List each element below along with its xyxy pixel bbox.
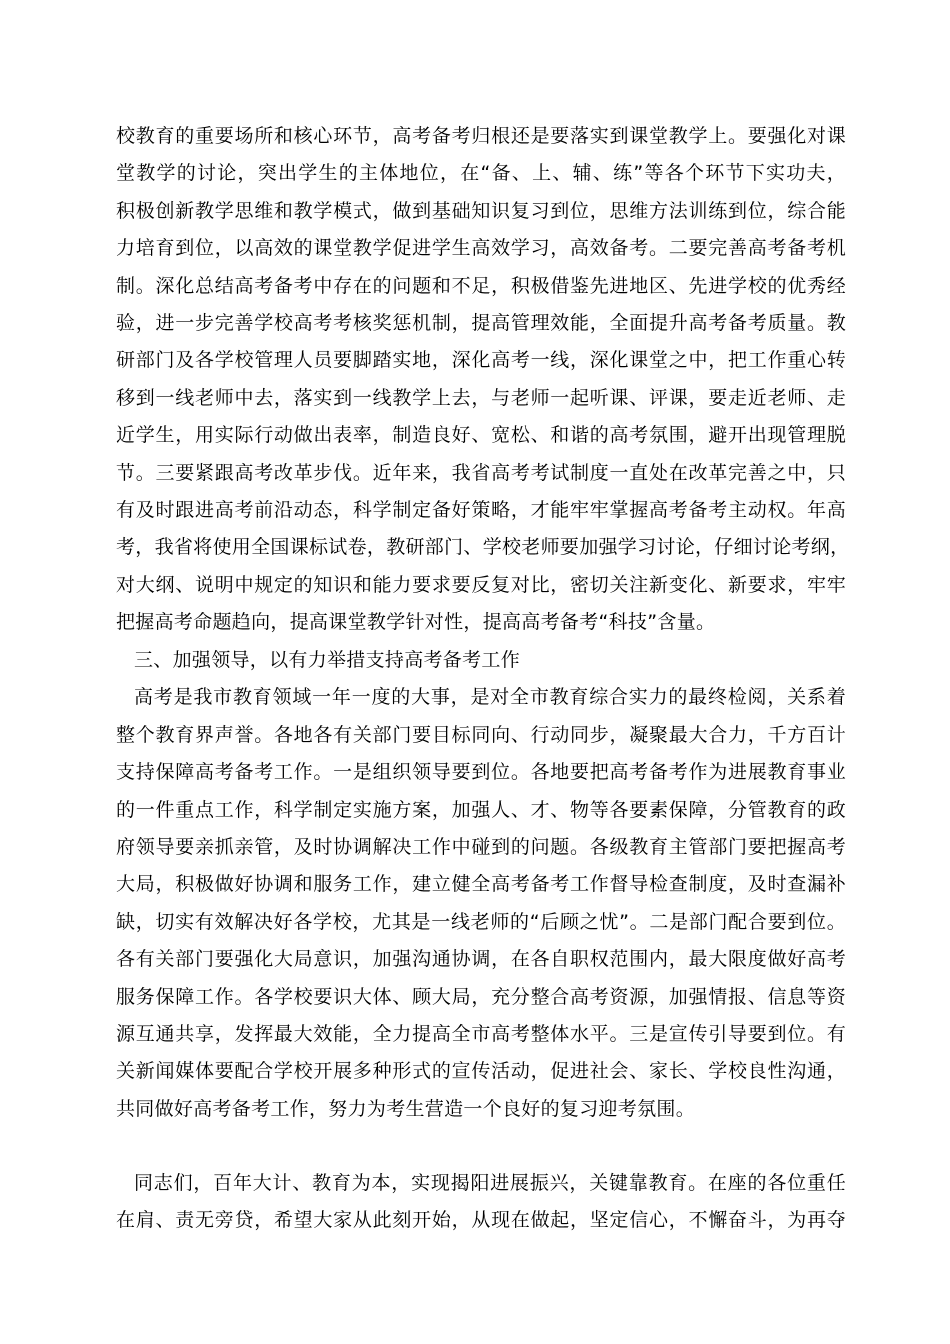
text-line: 大局，积极做好协调和服务工作，建立健全高考备考工作督导检查制度，及时查漏补 <box>116 873 846 896</box>
paragraph-leadership <box>116 642 846 1128</box>
text-line: 堂教学的讨论，突出学生的主体地位，在“备、上、辅、练”等各个环节下实功夫， <box>116 162 846 185</box>
paragraph-closing <box>116 1165 846 1240</box>
text-line: 考，我省将使用全国课标试卷，教研部门、学校老师要加强学习讨论，仔细讨论考纲， <box>116 536 850 559</box>
paragraph-classroom-teaching <box>116 118 850 641</box>
text-line: 有及时跟进高考前沿动态，科学制定备好策略，才能牢牢掌握高考备考主动权。年高 <box>116 498 846 521</box>
text-line: 各有关部门要强化大局意识，加强沟通协调，在各自职权范围内，最大限度做好高考 <box>116 948 846 971</box>
text-line: 高考是我市教育领域一年一度的大事，是对全市教育综合实力的最终检阅，关系着 <box>134 686 846 709</box>
text-line: 近学生，用实际行动做出表率，制造良好、宽松、和谐的高考氛围，避开出现管理脱 <box>116 424 846 447</box>
section-heading: 三、加强领导，以有力举措支持高考备考工作 <box>134 649 521 671</box>
text-line: 同志们，百年大计、教育为本，实现揭阳进展振兴，关键靠教育。在座的各位重任 <box>134 1172 846 1194</box>
text-line: 缺，切实有效解决好各学校，尤其是一线老师的“后顾之忧”。二是部门配合要到位。 <box>116 910 846 933</box>
text-line: 移到一线老师中去，落实到一线教学上去，与老师一起听课、评课，要走近老师、走 <box>116 386 846 409</box>
text-line: 的一件重点工作，科学制定实施方案，加强人、才、物等各要素保障，分管教育的政 <box>116 798 846 821</box>
text-line: 力培育到位，以高效的课堂教学促进学生高效学习，高效备考。二要完善高考备考机 <box>116 237 846 260</box>
text-line: 验，进一步完善学校高考考核奖惩机制，提高管理效能，全面提升高考备考质量。教 <box>116 311 846 334</box>
text-line: 对大纲、说明中规定的知识和能力要求要反复对比，密切关注新变化、新要求，牢牢 <box>116 573 846 596</box>
text-line: 制。深化总结高考备考中存在的问题和不足，积极借鉴先进地区、先进学校的优秀经 <box>116 274 846 297</box>
text-line: 源互通共享，发挥最大效能，全力提高全市高考整体水平。三是宣传引导要到位。有 <box>116 1022 846 1045</box>
text-line: 共同做好高考备考工作，努力为考生营造一个良好的复习迎考氛围。 <box>116 1097 696 1120</box>
text-line: 积极创新教学思维和教学模式，做到基础知识复习到位，思维方法训练到位，综合能 <box>116 199 846 222</box>
text-line: 支持保障高考备考工作。一是组织领导要到位。各地要把高考备考作为进展教育事业 <box>116 761 846 784</box>
text-line: 关新闻媒体要配合学校开展多种形式的宣传活动，促进社会、家长、学校良性沟通， <box>116 1060 846 1083</box>
text-line: 把握高考命题趋向，提高课堂教学针对性，提高高考备考“科技”含量。 <box>116 611 716 634</box>
text-line: 节。三要紧跟高考改革步伐。近年来，我省高考考试制度一直处在改革完善之中，只 <box>116 461 846 484</box>
text-line: 校教育的重要场所和核心环节，高考备考归根还是要落实到课堂教学上。要强化对课 <box>116 125 846 147</box>
text-line: 研部门及各学校管理人员要脚踏实地，深化高考一线，深化课堂之中，把工作重心转 <box>116 349 846 372</box>
text-line: 在肩、责无旁贷，希望大家从此刻开始，从现在做起，坚定信心，不懈奋斗，为再夺 <box>116 1209 846 1232</box>
text-line: 府领导要亲抓亲管，及时协调解决工作中碰到的问题。各级教育主管部门要把握高考 <box>116 835 846 858</box>
text-line: 整个教育界声誉。各地各有关部门要目标同向、行动同步，凝聚最大合力，千方百计 <box>116 723 846 746</box>
text-line: 服务保障工作。各学校要识大体、顾大局，充分整合高考资源，加强情报、信息等资 <box>116 985 846 1008</box>
